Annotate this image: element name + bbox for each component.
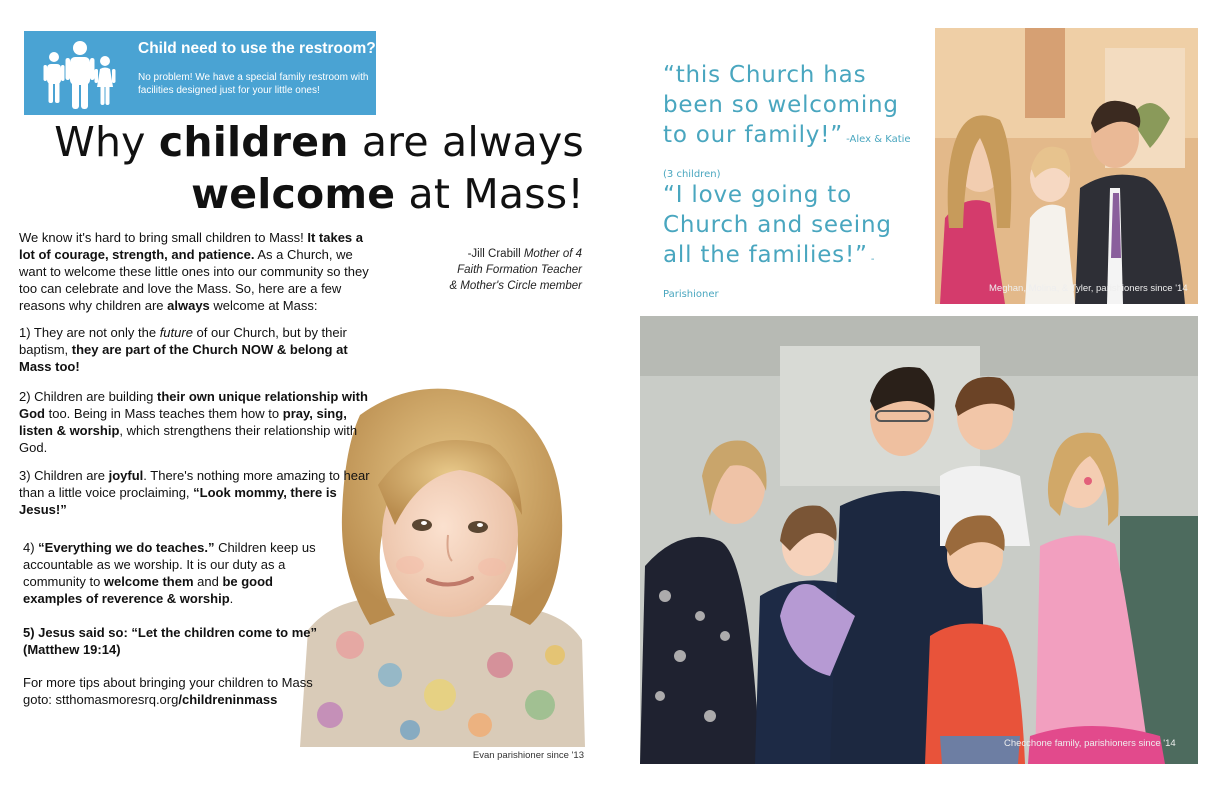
reason-bold-text: joyful [108, 468, 144, 483]
author-role: & Mother's Circle member [449, 280, 582, 292]
quote-attribution: -Alex & Katie (3 children) [663, 134, 911, 180]
reason-text: of our Church, but by their baptism, [19, 325, 347, 357]
banner-text: No problem! We have a special family restroom with facilities designed just for your little ones! [138, 72, 369, 96]
reason-text: . There's nothing more amazing to hear than a little voice proclaiming, [19, 468, 370, 500]
reason-3 [19, 467, 374, 518]
reason-2 [19, 388, 379, 456]
reason-5-citation: (Matthew 19:14) [23, 642, 121, 657]
author-attribution [432, 246, 582, 294]
intro-paragraph [19, 229, 369, 314]
author-role: Faith Formation Teacher [457, 264, 582, 276]
reason-bold-text: “Look mommy, there is Jesus!” [19, 485, 337, 517]
headline-bold-children: children [158, 118, 349, 166]
author-role: Mother of 4 [523, 248, 582, 260]
quote-attribution: -Parishioner [663, 254, 875, 300]
intro-bold-text: always [167, 298, 210, 313]
quote-text: “I love going to Church and seeing all the families!” [663, 182, 892, 268]
reason-bold-text: pray, sing, listen & worship [19, 406, 347, 438]
family-photo-small-image [935, 28, 1198, 304]
reason-text: too. Being in Mass teaches them how to [45, 406, 283, 421]
reason-text: 4) [23, 540, 39, 555]
reason-text: 1) They are not only the [19, 325, 160, 340]
attribution-line-3 [432, 278, 582, 294]
reason-text: 3) Children are [19, 468, 109, 483]
reason-text: , which strengthens their relationship with God. [19, 423, 358, 455]
reason-bold-text: welcome them [103, 574, 194, 589]
reason-bold-text: be good examples of reverence & worship [23, 574, 273, 606]
intro-text: As a Church, we want to welcome these little ones into our community so they too can celebrate and love the Mass. So, here are a few reasons why children are [19, 247, 369, 313]
tips-url: goto: stthomasmoresrq.org [23, 692, 179, 707]
intro-text: We know it's hard to bring small children to Mass! [19, 230, 308, 245]
headline-text: Why [54, 118, 159, 166]
tips-paragraph [23, 674, 333, 708]
attribution-line-1 [432, 246, 582, 262]
banner-title: Child need to use the restroom? [138, 40, 376, 57]
reason-text: 2) Children are building [19, 389, 158, 404]
attribution-line-2 [432, 262, 582, 278]
reason-5 [23, 624, 333, 658]
large-photo-caption: Checchone family, parishioners since '14 [1004, 738, 1176, 749]
reason-5-quote: 5) Jesus said so: “Let the children come to me” [23, 625, 318, 640]
page-headline [54, 116, 584, 220]
small-photo-caption: Meghan, Molina, & Tyler, parishioners since '14 [989, 283, 1188, 294]
headline-line-2 [54, 168, 584, 220]
pull-quote-2 [663, 180, 921, 310]
reason-1 [19, 324, 374, 375]
tips-link-line [23, 691, 333, 708]
reason-italic-text: future [159, 325, 193, 340]
headline-line-1 [54, 116, 584, 168]
reason-text: . [229, 591, 234, 606]
reason-bold-text: they are part of the Church NOW & belong at Mass too! [19, 342, 348, 374]
pull-quote-1 [663, 60, 921, 190]
reason-text: and [193, 574, 223, 589]
family-photo-large-image [640, 316, 1198, 764]
reason-bold-text: “Everything we do teaches.” [38, 540, 215, 555]
family-photo-large [640, 316, 1198, 764]
family-photo-small [935, 28, 1198, 304]
family-restroom-icon [42, 39, 120, 111]
reason-4 [23, 539, 323, 607]
intro-bold-text: It takes a lot of courage, strength, and patience. [19, 230, 364, 262]
headline-text: are always [348, 118, 584, 166]
intro-text: welcome at Mass: [209, 298, 318, 313]
tips-url-path[interactable]: /childreninmass [178, 692, 278, 707]
restroom-banner [24, 31, 376, 115]
headline-text: at Mass! [395, 170, 584, 218]
tips-text: For more tips about bringing your children to Mass [23, 675, 313, 690]
reason-text: Children keep us accountable as we worship. It is our duty as a community to [23, 540, 316, 589]
child-photo-caption: Evan parishioner since '13 [472, 750, 584, 761]
headline-bold-welcome: welcome [191, 170, 396, 218]
author-name: -Jill Crabill [467, 248, 524, 260]
reason-bold-text: their own unique relationship with God [19, 389, 368, 421]
quote-text: “this Church has been so welcoming to our family!” [663, 62, 899, 148]
